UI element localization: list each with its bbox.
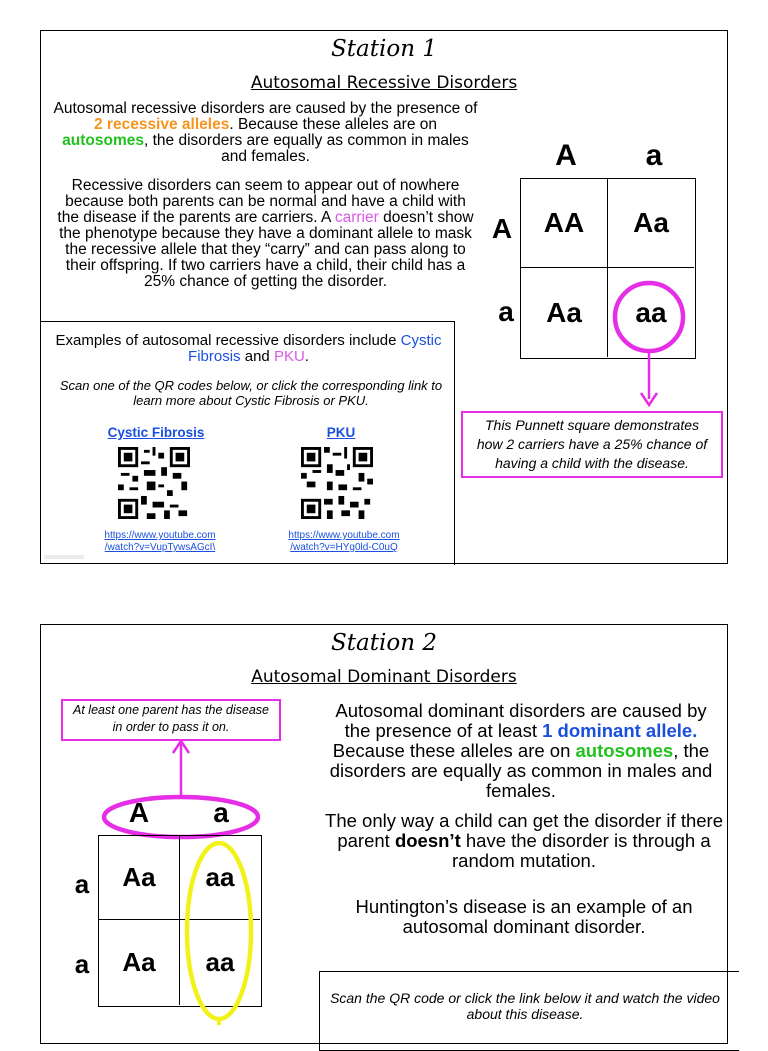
punnett2-cell: Aa [99,836,180,920]
dominant-allele-highlight: 1 dominant allele. [542,720,698,741]
cystic-fibrosis-link[interactable]: Cystic Fibrosis [107,425,205,440]
examples-box [41,321,455,565]
text: , the disorders are equally as common in males and females. [329,740,713,801]
text: Because these alleles are on [332,740,576,761]
url-line-2: /watch?v=HYg0ld-C0uQ [290,542,398,553]
punnett2-cell: Aa [99,920,180,1005]
url-line-2: /watch?v=VupTywsAGcI\ [104,542,216,553]
pku-qr-code[interactable] [301,447,373,519]
punnett1-cell: Aa [608,179,694,268]
autosomes-highlight: autosomes [62,132,145,149]
cystic-fibrosis-highlight: Cystic Fibrosis [188,332,442,365]
doesnt-emphasis: doesn’t [394,830,461,851]
punnett1-col-header-A: A [555,139,577,172]
text: and [240,348,274,365]
station1-subtitle: Autosomal Recessive Disorders [250,73,518,93]
punnett2-cell: aa [205,947,235,977]
url-line-1: https://www.youtube.com [288,530,400,541]
punnett2-row-header-a: a [74,949,90,979]
pku-link[interactable]: PKU [326,425,356,440]
station2-title: Station 2 [331,630,437,656]
text: have the disorder is through a random mutation. [452,830,711,871]
station1-title: Station 1 [331,36,437,62]
punnett1-col-header-a: a [645,139,663,172]
station1-punnett-note: This Punnett square demonstrates how 2 carriers have a 25% chance of having a child with the disease. [461,411,723,478]
text: Recessive disorders can seem to appear out of nowhere because both parents can be normal and have a child with the disease if the parents are carriers. A [57,177,466,226]
text: . Because these alleles are on [229,116,437,133]
pku-highlight: PKU [273,348,305,365]
text: Examples of autosomal recessive disorders include [55,332,401,349]
station2-parent-note: At least one parent has the disease in order to pass it on. [61,699,281,741]
url-line-1: https://www.youtube.com [104,530,216,541]
cystic-fibrosis-qr-code[interactable] [118,447,190,519]
punnett2-row-header-a: a [74,869,90,899]
station2-paragraph-1 [321,701,721,801]
text: Autosomal recessive disorders are caused by the presence of [53,100,478,117]
recessive-alleles-highlight: 2 recessive alleles [94,116,230,133]
text: The only way a child can get the disorder if there parent [325,810,723,851]
text: doesn’t show the phenotype because they have a dominant allele to mask the recessive allele that they “carry” and can pass along to their offspring. If two carriers have a child, their child has a 25% chance of getting the disorder. [59,209,474,290]
pku-url[interactable] [269,530,419,554]
text: , the disorders are equally as common in males and females. [144,132,469,165]
station1-card [40,30,728,564]
text: . [304,348,309,365]
punnett1-row-header-A: A [491,213,513,244]
carrier-highlight: carrier [334,209,379,226]
copyright-mark [44,555,84,559]
autosomes-highlight: autosomes [575,740,674,761]
station2-paragraph-2 [321,811,727,871]
punnett2-column-highlight-ellipse [181,841,257,1025]
station1-paragraph-1 [53,101,478,165]
punnett2-col-header-A: A [128,797,150,828]
cystic-fibrosis-url[interactable] [85,530,235,554]
text: Autosomal dominant disorders are caused by the presence of at least [335,700,707,741]
station2-scan-box [319,971,739,1051]
station2-subtitle: Autosomal Dominant Disorders [251,667,517,687]
station2-arrow [169,739,193,799]
punnett2-cell: aa [180,836,260,920]
punnett1-row-header-a: a [498,296,514,327]
station2-scan-instructions: Scan the QR code or click the link below it and watch the video about this disease. [330,990,720,1022]
scan-instructions: Scan one of the QR codes below, or click the corresponding link to learn more about Cystic Fibrosis or PKU. [59,378,443,408]
punnett2-col-header-a: a [213,797,229,828]
station1-paragraph-2 [53,178,478,290]
punnett1-arrow [637,349,661,413]
examples-text [51,333,446,365]
punnett1-cell-highlighted: aa [635,296,667,328]
punnett1-highlight-circle [609,277,689,357]
station2-card [40,624,728,1044]
station2-paragraph-3: Huntington’s disease is an example of an autosomal dominant disorder. [355,896,693,937]
punnett1-cell: Aa [521,268,608,357]
punnett1-cell: AA [521,179,608,268]
